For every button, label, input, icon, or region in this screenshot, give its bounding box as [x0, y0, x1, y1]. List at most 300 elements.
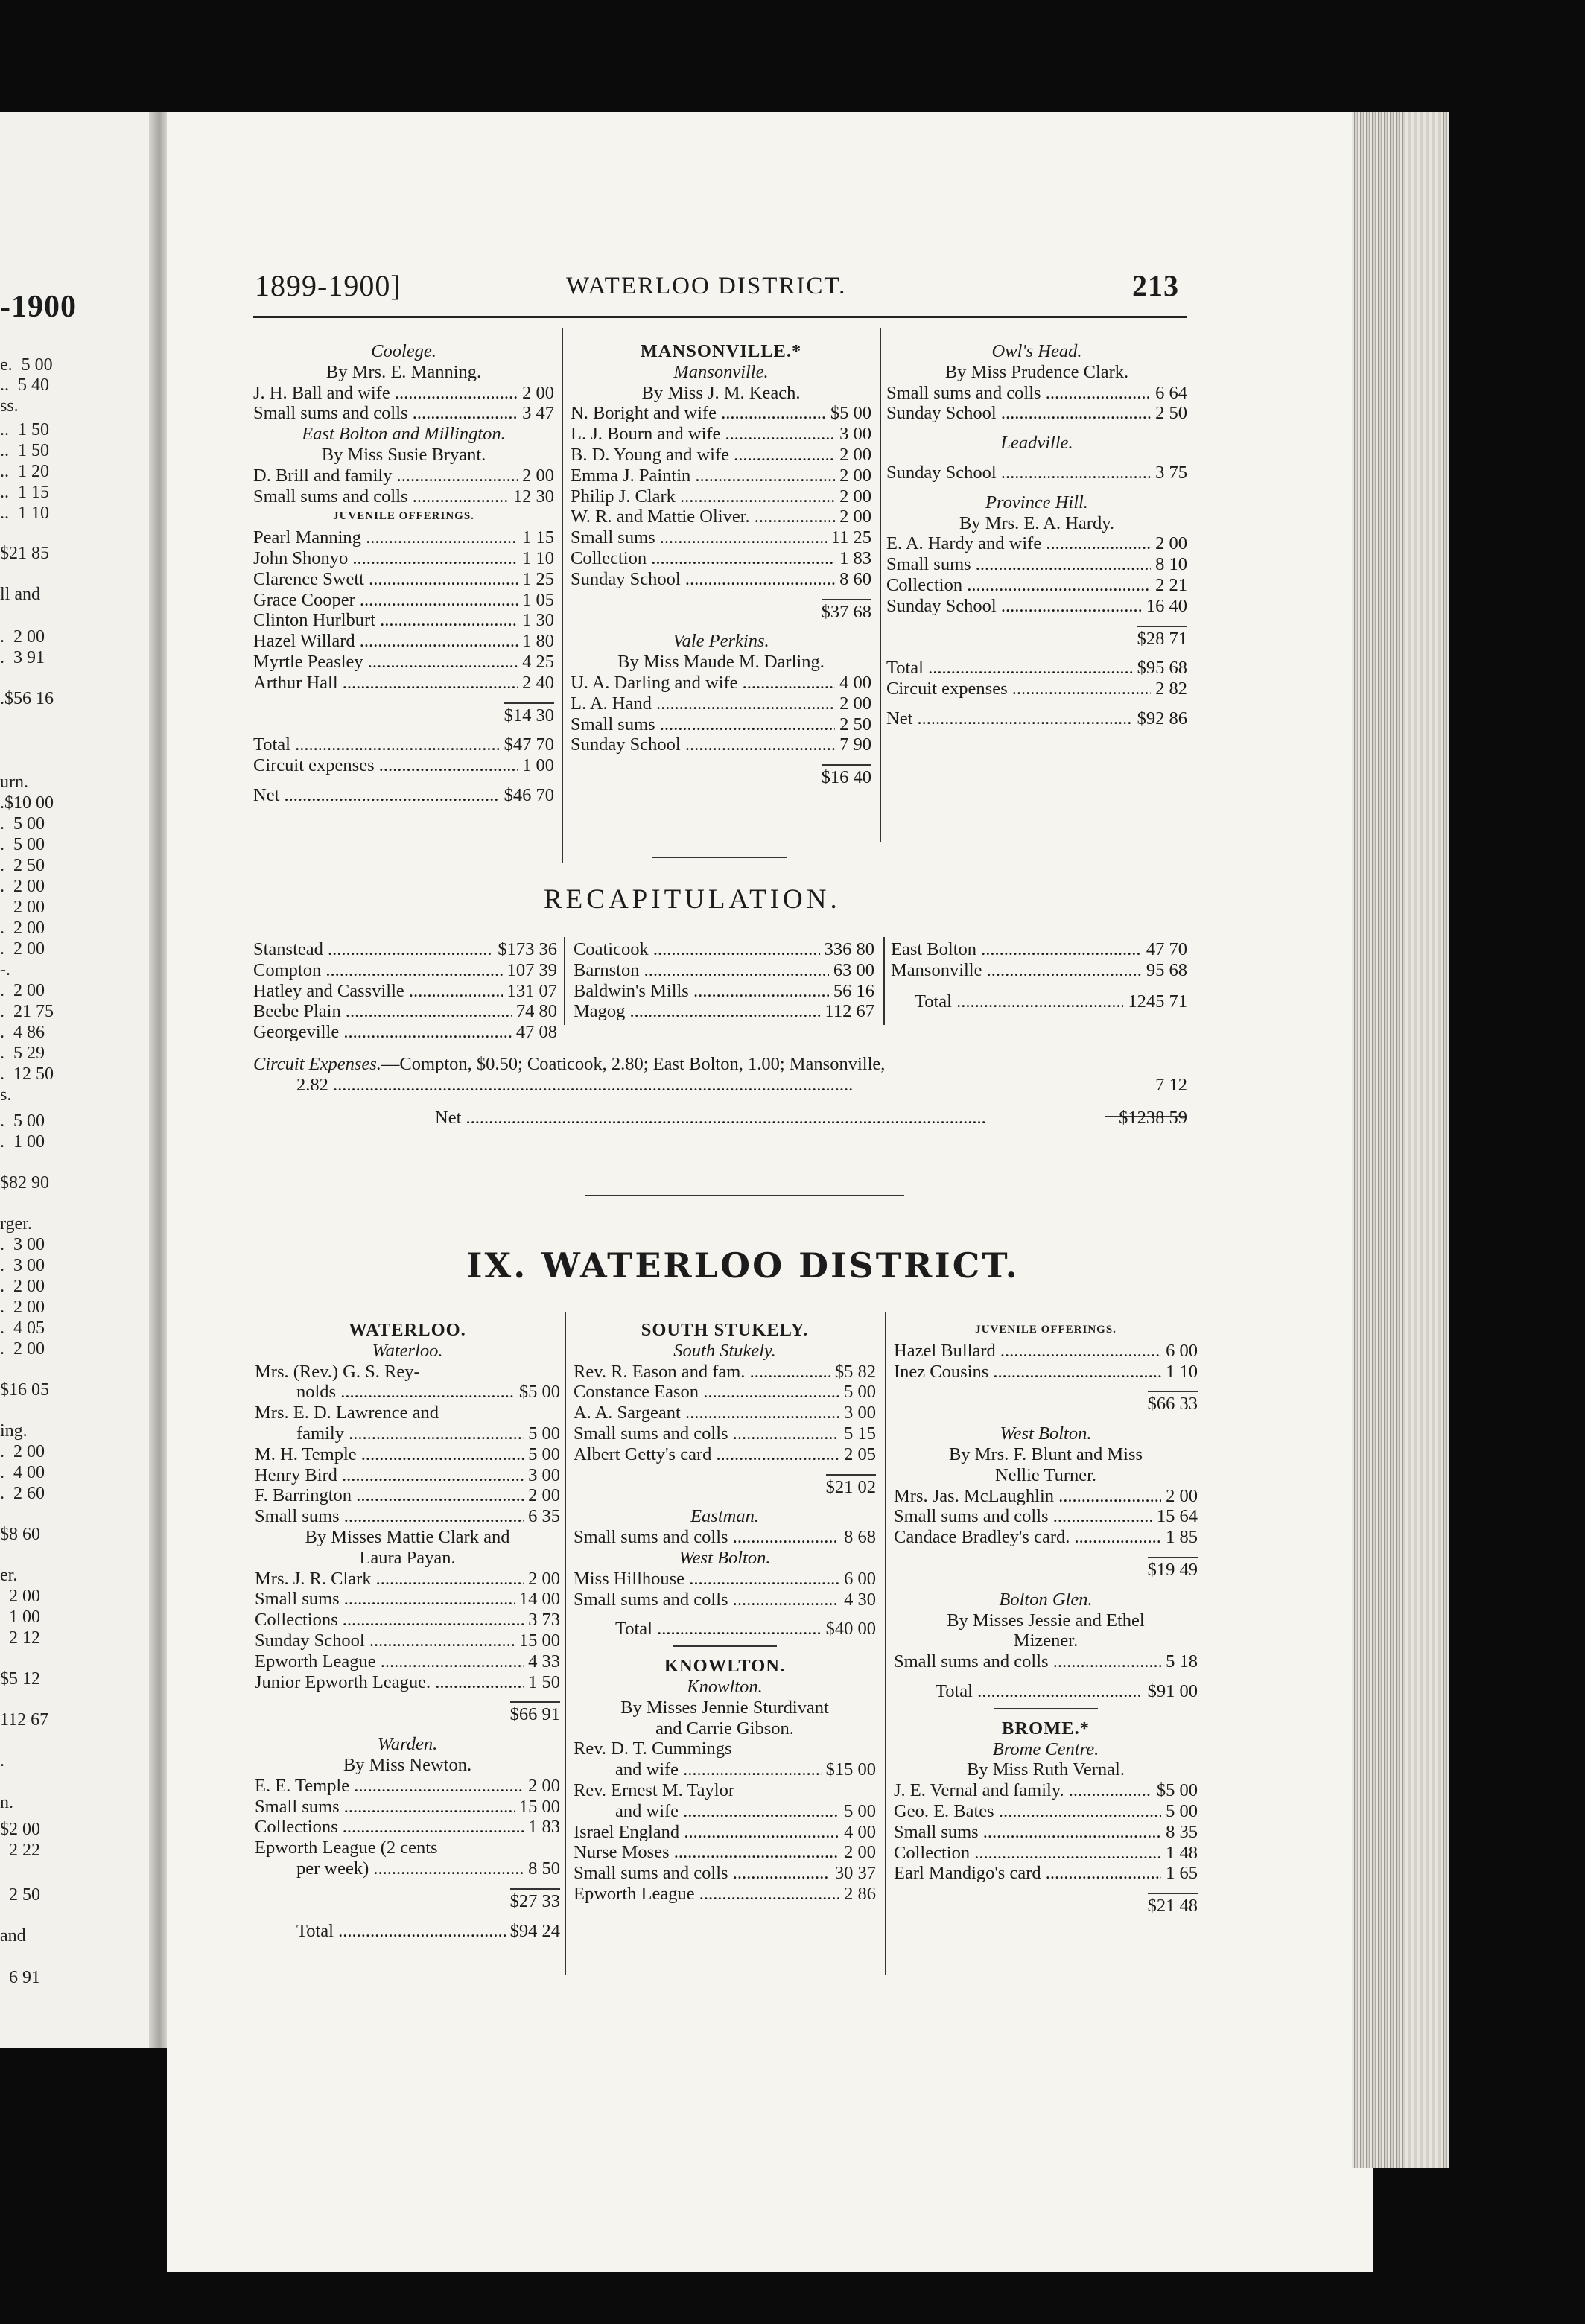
subtotal-amount: $27 33 [510, 1888, 560, 1912]
entry-name: and wife ..... [615, 1801, 839, 1822]
ledger-entry [253, 383, 554, 404]
left-page-line: . 5 29 [0, 1044, 45, 1063]
subtotal [253, 702, 554, 726]
ledger-entry [571, 734, 871, 755]
entry-amount: 1 10 [522, 547, 554, 568]
entry-amount: 3 00 [528, 1464, 560, 1485]
entry-name: Circuit expenses ..... [886, 679, 1151, 699]
spacer [886, 699, 1187, 708]
entry-amount: 3 00 [844, 1403, 876, 1423]
entry-amount: 4 30 [844, 1589, 876, 1610]
place-heading: Mansonville. [673, 361, 769, 382]
entry-name: Epworth League ..... [574, 1884, 839, 1905]
subtotal-amount: $37 68 [822, 599, 871, 623]
place-heading: Waterloo. [372, 1340, 443, 1361]
entry-name: Miss Hillhouse ..... [574, 1569, 839, 1590]
page-edges [1352, 112, 1449, 2168]
entry-amount: $40 00 [825, 1619, 876, 1639]
ledger-entry [255, 1423, 560, 1444]
recap-amount: $173 36 [498, 939, 557, 959]
subtotal-amount: $21 48 [1148, 1893, 1198, 1917]
ledger-entry [255, 1921, 560, 1942]
entry-amount: 3 73 [528, 1610, 560, 1631]
entry-amount: $5 00 [1156, 1780, 1198, 1801]
entry-amount: 2 00 [844, 1842, 876, 1863]
spacer [253, 693, 554, 702]
entry-amount: $47 70 [504, 734, 554, 755]
ledger-entry [894, 1801, 1198, 1822]
left-page-line: . 12 50 [0, 1064, 54, 1084]
left-page-line: . 2 00 [0, 981, 45, 1000]
ledger-entry [886, 533, 1187, 554]
ledger-entry [574, 1759, 876, 1780]
entry-name: Collection ..... [886, 575, 1151, 596]
header-years: 1899-1900] [255, 269, 401, 302]
entry-amount: 2 86 [844, 1883, 876, 1904]
entry-name: Epworth League ..... [255, 1651, 524, 1672]
collector-line: Mizener. [1013, 1631, 1079, 1651]
entry-amount: 5 15 [844, 1423, 876, 1444]
circuit-heading: SOUTH STUKELY. [641, 1320, 809, 1340]
entry-amount: $91 00 [1147, 1680, 1198, 1701]
entry-amount: 2 00 [839, 465, 871, 486]
spacer [886, 483, 1187, 492]
ledger-entry [255, 1797, 560, 1817]
entry-name: L. J. Bourn and wife ..... [571, 424, 835, 445]
place-heading: Brome Centre. [992, 1739, 1099, 1759]
collector-line: By Miss Prudence Clark. [944, 361, 1129, 382]
entry-amount: 15 00 [518, 1630, 560, 1651]
spacer [891, 981, 1187, 991]
entry-name: Small sums ..... [255, 1797, 515, 1817]
left-page-line: $16 05 [0, 1380, 49, 1400]
recap-column-2 [574, 939, 874, 1022]
juvenile-heading: JUVENILE OFFERINGS. [975, 1324, 1117, 1336]
entry-amount: 1 10 [1166, 1361, 1198, 1382]
entry-name: Net ..... [886, 708, 1133, 729]
left-page-line: . 5 00 [0, 835, 45, 854]
entry-amount: 2 50 [839, 714, 871, 734]
entry-name: Collections ..... [255, 1817, 524, 1838]
recap-amount: 336 80 [824, 939, 874, 959]
recap-circuit: East Bolton ..... [891, 939, 1142, 960]
left-page-header: -1900 [0, 290, 77, 324]
entry-amount: $92 86 [1137, 708, 1187, 728]
ledger-entry [574, 1423, 876, 1444]
entry-amount: 2 05 [844, 1444, 876, 1464]
ledger-entry [253, 548, 554, 569]
spacer [255, 1725, 560, 1734]
left-page-line: .$56 16 [0, 689, 54, 708]
left-page-line: er. [0, 1566, 18, 1585]
entry-amount: $46 70 [504, 784, 554, 805]
entry-name: U. A. Darling and wife ..... [571, 673, 835, 693]
column-divider [564, 937, 565, 1025]
section-rule [994, 1708, 1098, 1709]
entry-amount: 2 00 [839, 486, 871, 507]
left-page-line: . 2 00 [0, 1277, 45, 1296]
ledger-entry [255, 1672, 560, 1693]
left-page-line: e. 5 00 [0, 355, 53, 375]
entry-name: Inez Cousins ..... [894, 1362, 1161, 1382]
spacer [253, 776, 554, 785]
entry-amount: 1 15 [522, 527, 554, 548]
entry-amount: 1 83 [528, 1817, 560, 1838]
spacer [574, 1465, 876, 1474]
entry-amount: 1 65 [1166, 1863, 1198, 1884]
ledger-entry [894, 1486, 1198, 1507]
entry-name: Sunday School ..... [255, 1631, 515, 1651]
entry-amount: 1 05 [522, 589, 554, 610]
ledger-entry [894, 1843, 1198, 1864]
entry-amount: 3 47 [522, 403, 554, 424]
entry-amount: 2 00 [1166, 1485, 1198, 1506]
left-page-line: 2 50 [0, 1885, 40, 1905]
left-page-line: . 2 00 [0, 877, 45, 896]
recap-entry [253, 1001, 557, 1022]
ledger-entry [253, 631, 554, 652]
entry-name: Geo. E. Bates ..... [894, 1801, 1161, 1822]
recap-column-3 [891, 939, 1187, 1012]
left-page-line: . 21 75 [0, 1002, 54, 1021]
entry-amount: 4 00 [839, 672, 871, 693]
subtotal [571, 599, 871, 623]
left-page-line: $82 90 [0, 1173, 49, 1193]
entry-amount: 2 82 [1155, 679, 1187, 699]
subtotal-amount: $28 71 [1137, 626, 1187, 650]
collector-line: Laura Payan. [359, 1547, 456, 1568]
entry-name: Net ..... [253, 785, 500, 806]
entry-amount [871, 1739, 876, 1759]
collector-line: Nellie Turner. [994, 1464, 1097, 1485]
ledger-entry [253, 590, 554, 611]
entry-name: F. Barrington ..... [255, 1485, 524, 1506]
ledger-entry [255, 1631, 560, 1651]
entry-name: Small sums ..... [255, 1589, 515, 1610]
subtotal [894, 1557, 1198, 1581]
circuit-heading: WATERLOO. [349, 1320, 466, 1340]
entry-amount: 15 00 [518, 1796, 560, 1817]
entry-name: Clarence Swett ..... [253, 569, 518, 590]
entry-amount: 1 25 [522, 568, 554, 589]
ledger-entry [574, 1403, 876, 1423]
collector-line: By Misses Mattie Clark and [305, 1526, 510, 1547]
subtotal [571, 764, 871, 788]
collector-line: By Mrs. E. Manning. [325, 361, 482, 382]
left-page-line: .. 1 50 [0, 441, 49, 460]
ledger-entry [571, 548, 871, 569]
ledger-entry [574, 1590, 876, 1610]
circuit-text: —Compton, $0.50; Coaticook, 2.80; East Bolton, 1.00; Mansonville, [381, 1054, 886, 1074]
left-page-line: and [0, 1926, 26, 1946]
entry-name: Small sums and colls ..... [894, 1651, 1161, 1672]
left-page-line: -. [0, 960, 10, 980]
entry-amount: 3 75 [1155, 462, 1187, 483]
ledger-entry [571, 424, 871, 445]
entry-amount: 2 00 [839, 507, 871, 527]
recap-circuit: Georgeville ..... [253, 1022, 512, 1043]
header-rule [253, 316, 1187, 318]
recap-amount: 74 80 [515, 1001, 557, 1022]
entry-amount: 2 00 [839, 693, 871, 714]
ledger-entry [253, 673, 554, 693]
left-page-line: 2 22 [0, 1841, 40, 1860]
left-page-line: 112 67 [0, 1710, 49, 1730]
left-page-line: . 2 00 [0, 939, 45, 959]
entry-name: Hazel Willard ..... [253, 631, 518, 652]
entry-amount: 6 00 [844, 1568, 876, 1589]
left-page-line: . 2 50 [0, 856, 45, 875]
left-page-line: .. 1 50 [0, 420, 49, 439]
left-page-line: . 5 00 [0, 814, 45, 834]
entry-name: Myrtle Peasley ..... [253, 652, 518, 673]
circuit-heading: KNOWLTON. [664, 1656, 786, 1677]
ledger-entry [255, 1444, 560, 1465]
recap-amount: 63 00 [833, 959, 874, 980]
ledger-entry [253, 403, 554, 424]
entry-name: Israel England ..... [574, 1822, 839, 1843]
recap-entry [574, 1001, 874, 1022]
ledger-entry [571, 403, 871, 424]
entry-name: Albert Getty's card ..... [574, 1444, 839, 1465]
entry-amount: 5 00 [528, 1444, 560, 1464]
entry-amount: 3 00 [839, 424, 871, 445]
entry-name: Philip J. Clark ..... [571, 486, 835, 507]
entry-name: Mrs. E. D. Lawrence and [255, 1403, 439, 1423]
ledger-entry [255, 1776, 560, 1797]
entry-amount: $15 00 [825, 1759, 876, 1780]
ledger-entry [571, 673, 871, 693]
ledger-entry [574, 1863, 876, 1884]
place-heading: Leadville. [1000, 433, 1073, 454]
recap-amount: 47 70 [1146, 939, 1187, 959]
place-heading: South Stukely. [673, 1340, 776, 1361]
ledger-entry [253, 610, 554, 631]
recap-entry [253, 939, 557, 960]
collector-line: By Mrs. F. Blunt and Miss [948, 1444, 1143, 1464]
left-page-line: $5 12 [0, 1669, 40, 1689]
recap-circuit: Beebe Plain ..... [253, 1001, 512, 1022]
left-page-line: $21 85 [0, 544, 49, 563]
subtotal-amount: $14 30 [504, 702, 554, 726]
entry-name: Small sums ..... [571, 714, 835, 735]
entry-amount: 2 00 [522, 465, 554, 486]
entry-amount: 30 37 [834, 1863, 876, 1884]
entry-amount: 12 30 [512, 486, 554, 507]
ledger-entry [571, 527, 871, 548]
ledger-entry [886, 596, 1187, 617]
ledger-entry [574, 1801, 876, 1822]
entry-amount [556, 1362, 560, 1382]
ledger-entry [253, 652, 554, 673]
entry-name: Total ..... [936, 1681, 1143, 1702]
subtotal [894, 1893, 1198, 1917]
entry-amount: $5 82 [834, 1361, 876, 1382]
entry-name: Sunday School ..... [886, 463, 1151, 483]
place-heading: West Bolton. [679, 1547, 771, 1568]
spacer [894, 1672, 1198, 1681]
column-divider [562, 328, 563, 863]
ledger-entry [886, 554, 1187, 575]
subtotal [574, 1474, 876, 1498]
left-page-line: ing. [0, 1421, 28, 1441]
ledger-entry [574, 1527, 876, 1548]
entry-amount: 8 35 [1166, 1821, 1198, 1842]
left-page-line: .$10 00 [0, 793, 54, 813]
entry-name: Small sums and colls ..... [253, 403, 518, 424]
ledger-entry [574, 1362, 876, 1382]
circuit-line2: 2.82 ..... [296, 1075, 1151, 1096]
recap-circuit: Total ..... [915, 991, 1123, 1012]
ledger-entry [894, 1527, 1198, 1548]
left-page-line: ss. [0, 396, 19, 416]
recap-amount: 131 07 [506, 980, 557, 1001]
ledger-entry [255, 1403, 560, 1423]
entry-amount: 1 48 [1166, 1842, 1198, 1863]
entry-name: Small sums ..... [571, 527, 827, 548]
entry-amount: 6 00 [1166, 1340, 1198, 1361]
entry-amount: 2 00 [528, 1485, 560, 1506]
entry-name: Circuit expenses ..... [253, 755, 518, 776]
ledger-entry [894, 1362, 1198, 1382]
entry-amount: 5 00 [528, 1423, 560, 1444]
ledger-entry [571, 445, 871, 466]
ledger-entry [253, 785, 554, 806]
entry-name: nolds ..... [296, 1382, 515, 1403]
entry-name: D. Brill and family ..... [253, 466, 518, 486]
entry-name: Small sums and colls ..... [574, 1527, 839, 1548]
ledger-entry [253, 527, 554, 548]
entry-amount: 1 80 [522, 631, 554, 652]
ledger-entry [571, 693, 871, 714]
recap-circuit: Compton ..... [253, 960, 503, 981]
left-page-line: 1 00 [0, 1607, 40, 1627]
entry-name: Emma J. Paintin ..... [571, 466, 835, 486]
circuit-amount: 7 12 [1155, 1074, 1187, 1095]
south-stukely-column [574, 1320, 876, 1905]
ledger-entry [574, 1569, 876, 1590]
ledger-entry [255, 1485, 560, 1506]
entry-amount: 8 60 [839, 568, 871, 589]
ledger-entry [571, 466, 871, 486]
column-divider [880, 328, 881, 842]
entry-name: Epworth League (2 cents [255, 1838, 438, 1858]
entry-name: A. A. Sargeant ..... [574, 1403, 839, 1423]
entry-name: B. D. Young and wife ..... [571, 445, 835, 466]
spacer [574, 1610, 876, 1619]
entry-amount: $95 68 [1137, 658, 1187, 679]
collector-line: By Miss J. M. Keach. [641, 382, 801, 403]
place-heading: Eastman. [690, 1506, 759, 1527]
place-heading: Vale Perkins. [673, 631, 769, 652]
subtotal [886, 626, 1187, 650]
entry-amount: 5 00 [1166, 1800, 1198, 1821]
ledger-entry [255, 1838, 560, 1858]
recap-circuit: Stanstead ..... [253, 939, 493, 960]
entry-name: Small sums and colls ..... [574, 1423, 839, 1444]
entry-name: Total ..... [886, 658, 1133, 679]
place-heading: East Bolton and Millington. [302, 424, 506, 445]
subtotal [255, 1701, 560, 1725]
entry-amount: 2 40 [522, 672, 554, 693]
entry-amount: 2 21 [1155, 574, 1187, 595]
ledger-entry [571, 507, 871, 527]
recap-circuit: Barnston ..... [574, 960, 829, 981]
spacer [894, 1581, 1198, 1590]
spacer [894, 1884, 1198, 1893]
column-divider [883, 937, 885, 1025]
waterloo-column [255, 1320, 560, 1941]
ledger-entry [574, 1444, 876, 1465]
recap-entry [253, 1022, 557, 1043]
entry-name: E. E. Temple ..... [255, 1776, 524, 1797]
juvenile-column [894, 1320, 1198, 1917]
entry-name: Total ..... [253, 734, 500, 755]
spacer [894, 1382, 1198, 1391]
entry-name: Small sums and colls ..... [894, 1506, 1152, 1527]
entry-amount: 1 85 [1166, 1527, 1198, 1548]
entry-amount: 14 00 [518, 1589, 560, 1610]
entry-amount: 2 00 [528, 1568, 560, 1589]
entry-name: Clinton Hurlburt ..... [253, 610, 518, 631]
recap-amount: 56 16 [833, 980, 874, 1001]
circuit-label: Circuit Expenses. [253, 1054, 381, 1074]
entry-name: Small sums and colls ..... [574, 1863, 830, 1884]
left-page-line: rger. [0, 1214, 32, 1234]
circuit-heading: MANSONVILLE.* [640, 341, 802, 361]
net-amount: $1238 59 [1119, 1107, 1187, 1128]
place-heading: Bolton Glen. [999, 1589, 1093, 1610]
left-page-line: . 3 91 [0, 648, 45, 667]
entry-name: Arthur Hall ..... [253, 673, 518, 693]
entry-name: Small sums ..... [255, 1506, 524, 1527]
place-heading: Coolege. [371, 341, 436, 361]
entry-name: Candace Bradley's card. ..... [894, 1527, 1161, 1548]
entry-amount: 1 83 [839, 547, 871, 568]
ledger-entry [886, 658, 1187, 679]
entry-name: per week) ..... [296, 1858, 524, 1879]
ledger-entry [574, 1884, 876, 1905]
entry-name: Earl Mandigo's card ..... [894, 1863, 1161, 1884]
left-page-line: urn. [0, 772, 28, 792]
ledger-entry [886, 383, 1187, 404]
ledger-entry [886, 708, 1187, 729]
left-page-line: . 2 00 [0, 1442, 45, 1461]
left-page-line: . 4 86 [0, 1023, 45, 1042]
entry-amount: 2 00 [528, 1775, 560, 1796]
ledger-entry [571, 569, 871, 590]
collector-line: and Carrie Gibson. [655, 1718, 794, 1739]
recap-title: RECAPITULATION. [544, 884, 841, 915]
ledger-entry [894, 1506, 1198, 1527]
recap-amount: 95 68 [1146, 959, 1187, 980]
collector-line: By Miss Ruth Vernal. [967, 1759, 1125, 1780]
top-column-2 [571, 341, 871, 788]
place-heading: Warden. [377, 1734, 438, 1755]
entry-name: Small sums and colls ..... [253, 486, 509, 507]
entry-amount [871, 1780, 876, 1801]
subtotal [894, 1391, 1198, 1415]
ledger-entry [255, 1569, 560, 1590]
left-page-line: . [0, 1751, 4, 1771]
ledger-entry [255, 1858, 560, 1879]
ledger-entry [574, 1780, 876, 1801]
entry-name: N. Boright and wife ..... [571, 403, 826, 424]
left-page-line: .. 1 15 [0, 483, 49, 502]
left-page-line: 6 91 [0, 1968, 40, 1987]
collector-line: By Mrs. E. A. Hardy. [959, 512, 1114, 533]
entry-name: Constance Eason ..... [574, 1382, 839, 1403]
